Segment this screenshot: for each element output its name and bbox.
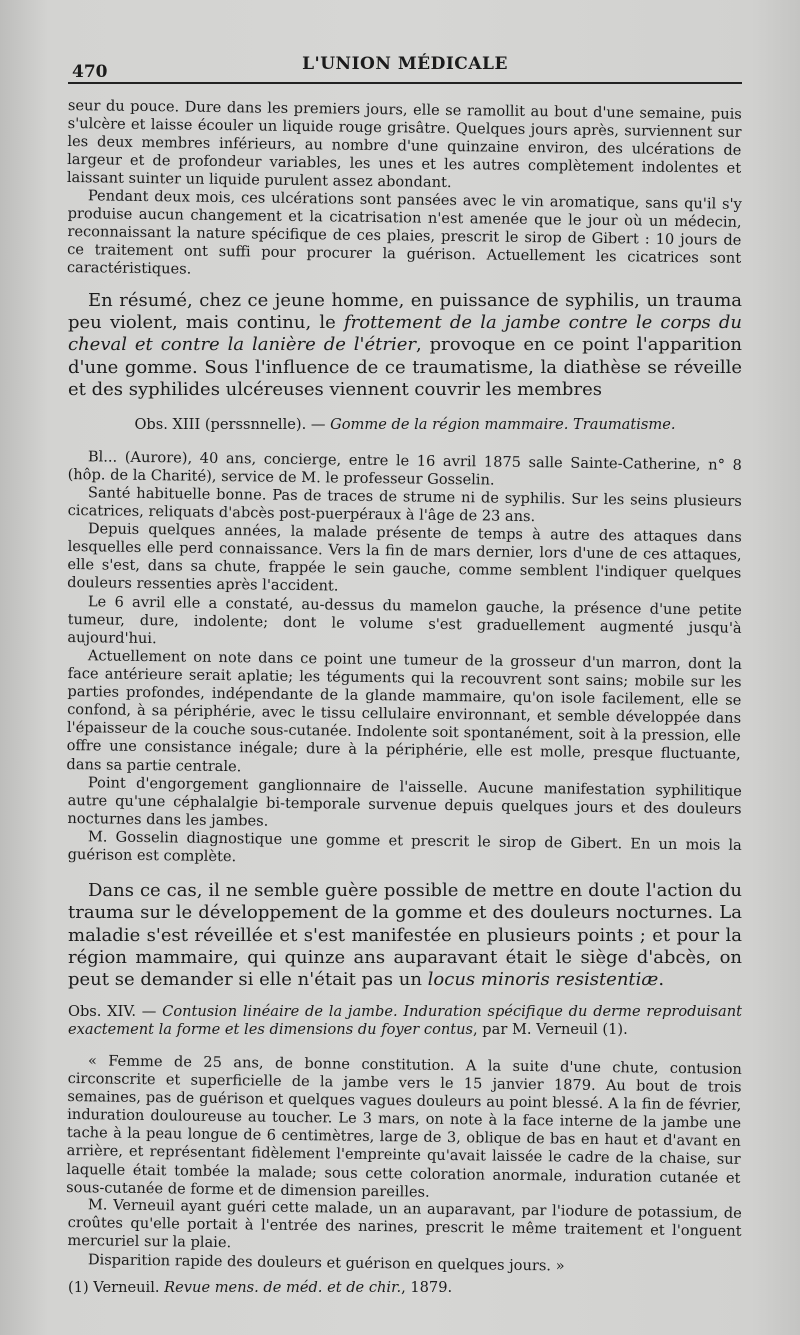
page-number: 470 <box>72 62 108 82</box>
paragraph <box>68 880 742 991</box>
paragraph: Pendant deux mois, ces ulcérations sont pansées avec le vin aromatique, sans qu'il s'y produise aucun changement et la cicatrisation n'est amenée que le jour où un médecin, reconnaissant la nature spécifique de ces plaies, prescrit le sirop de Gibert : 10 jours de ce traitement ont suffi pour procurer la guérison. Actuellement les cicatrices sont caractéristiques. <box>66 187 742 279</box>
summary-paragraph-2 <box>68 880 742 991</box>
footnote <box>68 1279 742 1297</box>
paragraph: Bl... (Aurore), 40 ans, concierge, entre le 16 avril 1875 salle Sainte-Catherine, n° 8 (hôp. de la Charité), service de M. le professeur Gosselin. <box>67 448 742 489</box>
footnote-author: (1) Verneuil. <box>68 1278 165 1296</box>
paragraph: « Femme de 25 ans, de bonne constitution. A la suite d'une chute, contusion circonscrite et superficielle de la jambe vers le 15 janvier 1879. Au bout de trois semaines, pas de guérison et quelques vagues douleurs au point blessé. A la fin de février, induration douloureuse au toucher. Le 3 mars, on note à la face interne de la jambe une tache à la peau longue de 6 centimètres, large de 3, oblique de bas en haut et d'avant en arrière, et représentant fidèlement l'empreinte qu'avait laissée le cadre de la chaise, sur laquelle était tombée la malade; sous cette coloration anormale, induration cutanée et sous-cutanée de forme et de dimension pareilles. <box>66 1051 742 1200</box>
paragraph: M. Gosselin diagnostique une gomme et prescrit le sirop de Gibert. En un mois la guérison est complète. <box>67 828 742 866</box>
case-continuation <box>68 97 742 278</box>
paragraph: Santé habituelle bonne. Pas de traces de strume ni de syphilis. Sur les seins plusieurs cicatrices, reliquats d'abcès post-puerpéraux à l'âge de 23 ans. <box>67 484 742 526</box>
observation-author: , par M. Verneuil (1). <box>473 1021 628 1039</box>
observation-13-body <box>68 448 742 864</box>
text-run: . <box>658 968 665 990</box>
paragraph: M. Verneuil ayant guéri cette malade, un an auparavant, par l'iodure de potassium, de croûtes qu'elle portait à l'entrée des narines, prescrit le même traitement et l'onguent mercuriel sur la plaie. <box>67 1196 742 1252</box>
italic-run: frottement de la jambe contre le corps du cheval et contre la lanière de l'étrier <box>68 312 742 356</box>
observation-subject: Contusion linéaire de la jambe. Induration spécifique du derme reproduisant exactement la forme et les dimensions du foyer contus <box>68 1003 742 1039</box>
observation-label: Obs. XIV. — <box>68 1003 163 1021</box>
observation-13-title <box>68 416 742 434</box>
observation-14-title <box>68 1003 742 1039</box>
paragraph: seur du pouce. Dure dans les premiers jours, elle se ramollit au bout d'une semaine, puis s'ulcère et laisse écouler un liquide rouge grisâtre. Quelques jours après, surviennent sur les deux membres inférieurs, au nombre d'une quinzaine environ, des ulcérations de largeur et de profondeur variables, les unes et les autres complètement indolentes et laissant suinter un liquide purulent assez abondant. <box>66 97 742 192</box>
paragraph: Point d'engorgement ganglionnaire de l'aisselle. Aucune manifestation syphilitique autre qu'une céphalalgie bi-temporale survenue depuis quelques jours et des douleurs nocturnes dans les jambes. <box>67 773 742 830</box>
text-run: En résumé, chez ce jeune homme, en puissance de syphilis, un trauma peu violent, mais continu, le <box>68 289 742 334</box>
paragraph: Le 6 avril elle a constaté, au-dessus du mamelon gauche, la présence d'une petite tumeur, dure, indolente; dont le volume s'est graduellement augmenté jusqu'à aujourd'hui. <box>67 592 742 648</box>
observation-subject: Gomme de la région mammaire. Traumatisme. <box>330 415 676 433</box>
text-run: , provoque en ce point l'apparition d'une gomme. Sous l'influence de ce traumatisme, la diathèse se réveille et des syphilides ulcéreuses viennent couvrir les membres <box>68 334 742 400</box>
paragraph: Depuis quelques années, la malade présente de temps à autre des attaques dans lesquelles elle perd connaissance. Vers la fin de mars dernier, lors d'une de ces attaques, elle s'est, dans sa chute, frappée le sein gauche, comme semblent l'indiquer quelques douleurs ressenties après l'accident. <box>67 520 742 596</box>
summary-paragraph-1 <box>68 290 742 401</box>
paragraph: Actuellement on note dans ce point une tumeur de la grosseur d'un marron, dont la face antérieure serait aplatie; les téguments qui la recouvrent sont sains; mobile sur les parties profondes, indépendante de la glande mammaire, qu'on isole facilement, elle se confond, à sa périphérie, avec le tissu cellulaire environnant, et semble développée dans l'épaisseur de la couche sous-cutanée. Indolente soit spontanément, soit à la pression, elle offre une consistance inégale; dure à la périphérie, elle est molle, presque fluctuante, dans sa partie centrale. <box>66 647 742 775</box>
paragraph: Disparition rapide des douleurs et guérison en quelques jours. » <box>87 1250 565 1275</box>
running-title: L'UNION MÉDICALE <box>302 54 508 74</box>
observation-label: Obs. XIII (perssnnelle). — <box>134 415 331 433</box>
text-run: Dans ce cas, il ne semble guère possible de mettre en doute l'action du trauma sur le développement de la gomme et des douleurs nocturnes. La maladie s'est réveillée et s'est manifestée en plusieurs points ; et pour la région mammaire, qui quinze ans auparavant était le siège d'abcès, on peut se demander si elle n'était pas un <box>68 880 742 990</box>
observation-14-body <box>66 1051 742 1275</box>
footnote-journal: Revue mens. de méd. et de chir. <box>164 1278 402 1296</box>
footnote-year: , 1879. <box>401 1278 453 1296</box>
italic-run: locus minoris resistentiæ <box>427 968 659 990</box>
page-header <box>68 46 742 84</box>
paragraph <box>68 290 742 401</box>
